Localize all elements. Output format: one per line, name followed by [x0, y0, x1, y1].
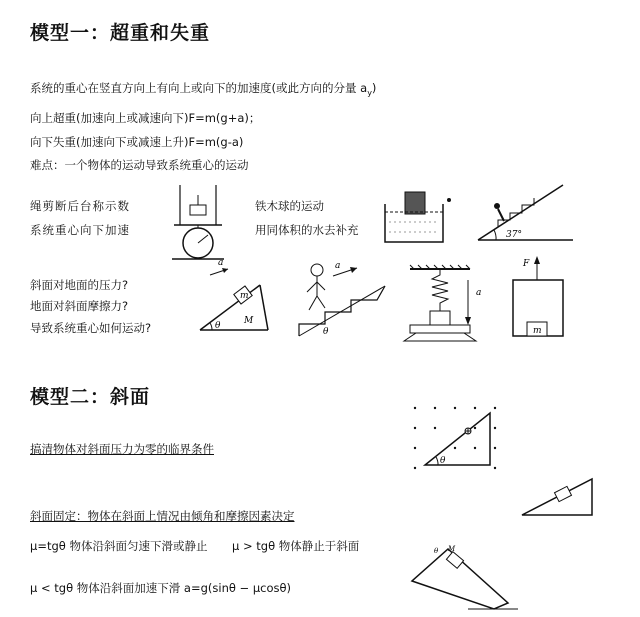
model1-line1-close: )	[371, 81, 377, 95]
tilted-incline-figure	[408, 545, 518, 615]
note-ball-2: 用同体积的水去补充	[255, 223, 359, 237]
spring-mass-figure	[400, 265, 490, 350]
incline-block-figure	[190, 258, 270, 340]
label-theta-2: θ	[323, 327, 329, 337]
person-stairs-figure	[295, 262, 395, 342]
label-a-2: a	[335, 261, 341, 271]
label-m-2: m	[533, 326, 542, 336]
note-scale-1: 绳剪断后台称示数	[30, 199, 130, 213]
label-m: m	[240, 291, 249, 301]
model2-line2: 斜面固定：物体在斜面上情况由倾角和摩擦因素决定	[30, 509, 295, 523]
model1-line3: 向下失重(加速向下或减速上升)F=m(g-a)	[30, 135, 244, 149]
note-incline-3: 导致系统重心如何运动?	[30, 321, 152, 335]
model2-formula3: μ < tgθ 物体沿斜面加速下滑 a=g(sinθ − μcosθ)	[30, 581, 292, 595]
model1-line1	[30, 80, 376, 97]
label-theta-1: θ	[215, 321, 221, 331]
model1-line1-sub: y	[367, 88, 372, 98]
label-F: F	[523, 259, 530, 269]
model1-title: 模型一：超重和失重	[30, 22, 211, 44]
model2-line1: 搞清物体对斜面压力为零的临界条件	[30, 442, 214, 456]
model2-formula1: μ=tgθ 物体沿斜面匀速下滑或静止	[30, 539, 208, 553]
model2-formula2: μ > tgθ 物体静止于斜面	[232, 539, 360, 553]
simple-incline-figure	[520, 475, 595, 520]
label-M-small: M	[448, 545, 456, 553]
label-a-1: a	[218, 258, 224, 268]
label-a-3: a	[476, 288, 482, 298]
label-theta-3: θ	[440, 456, 446, 466]
label-M: M	[244, 316, 254, 326]
model1-line1-text: 系统的重心在竖直方向上有向上或向下的加速度(或此方向的分量 a	[30, 81, 368, 95]
label-theta-small: θ	[434, 547, 439, 555]
note-scale-2: 系统重心向下加速	[30, 223, 130, 237]
box-force-figure	[505, 252, 575, 342]
scale-figure	[160, 185, 240, 265]
note-incline-1: 斜面对地面的压力?	[30, 278, 129, 292]
note-ball-1: 铁木球的运动	[255, 199, 324, 213]
model1-line4: 难点：一个物体的运动导致系统重心的运动	[30, 158, 249, 172]
label-37: 37°	[506, 230, 522, 240]
field-incline-figure	[410, 403, 510, 478]
water-tank-figure	[385, 190, 455, 250]
stairs-37-figure	[478, 185, 578, 245]
note-incline-2: 地面对斜面摩擦力?	[30, 299, 129, 313]
model2-title: 模型二：斜面	[30, 386, 151, 408]
model1-line2: 向上超重(加速向上或减速向下)F=m(g+a)；	[30, 111, 261, 125]
